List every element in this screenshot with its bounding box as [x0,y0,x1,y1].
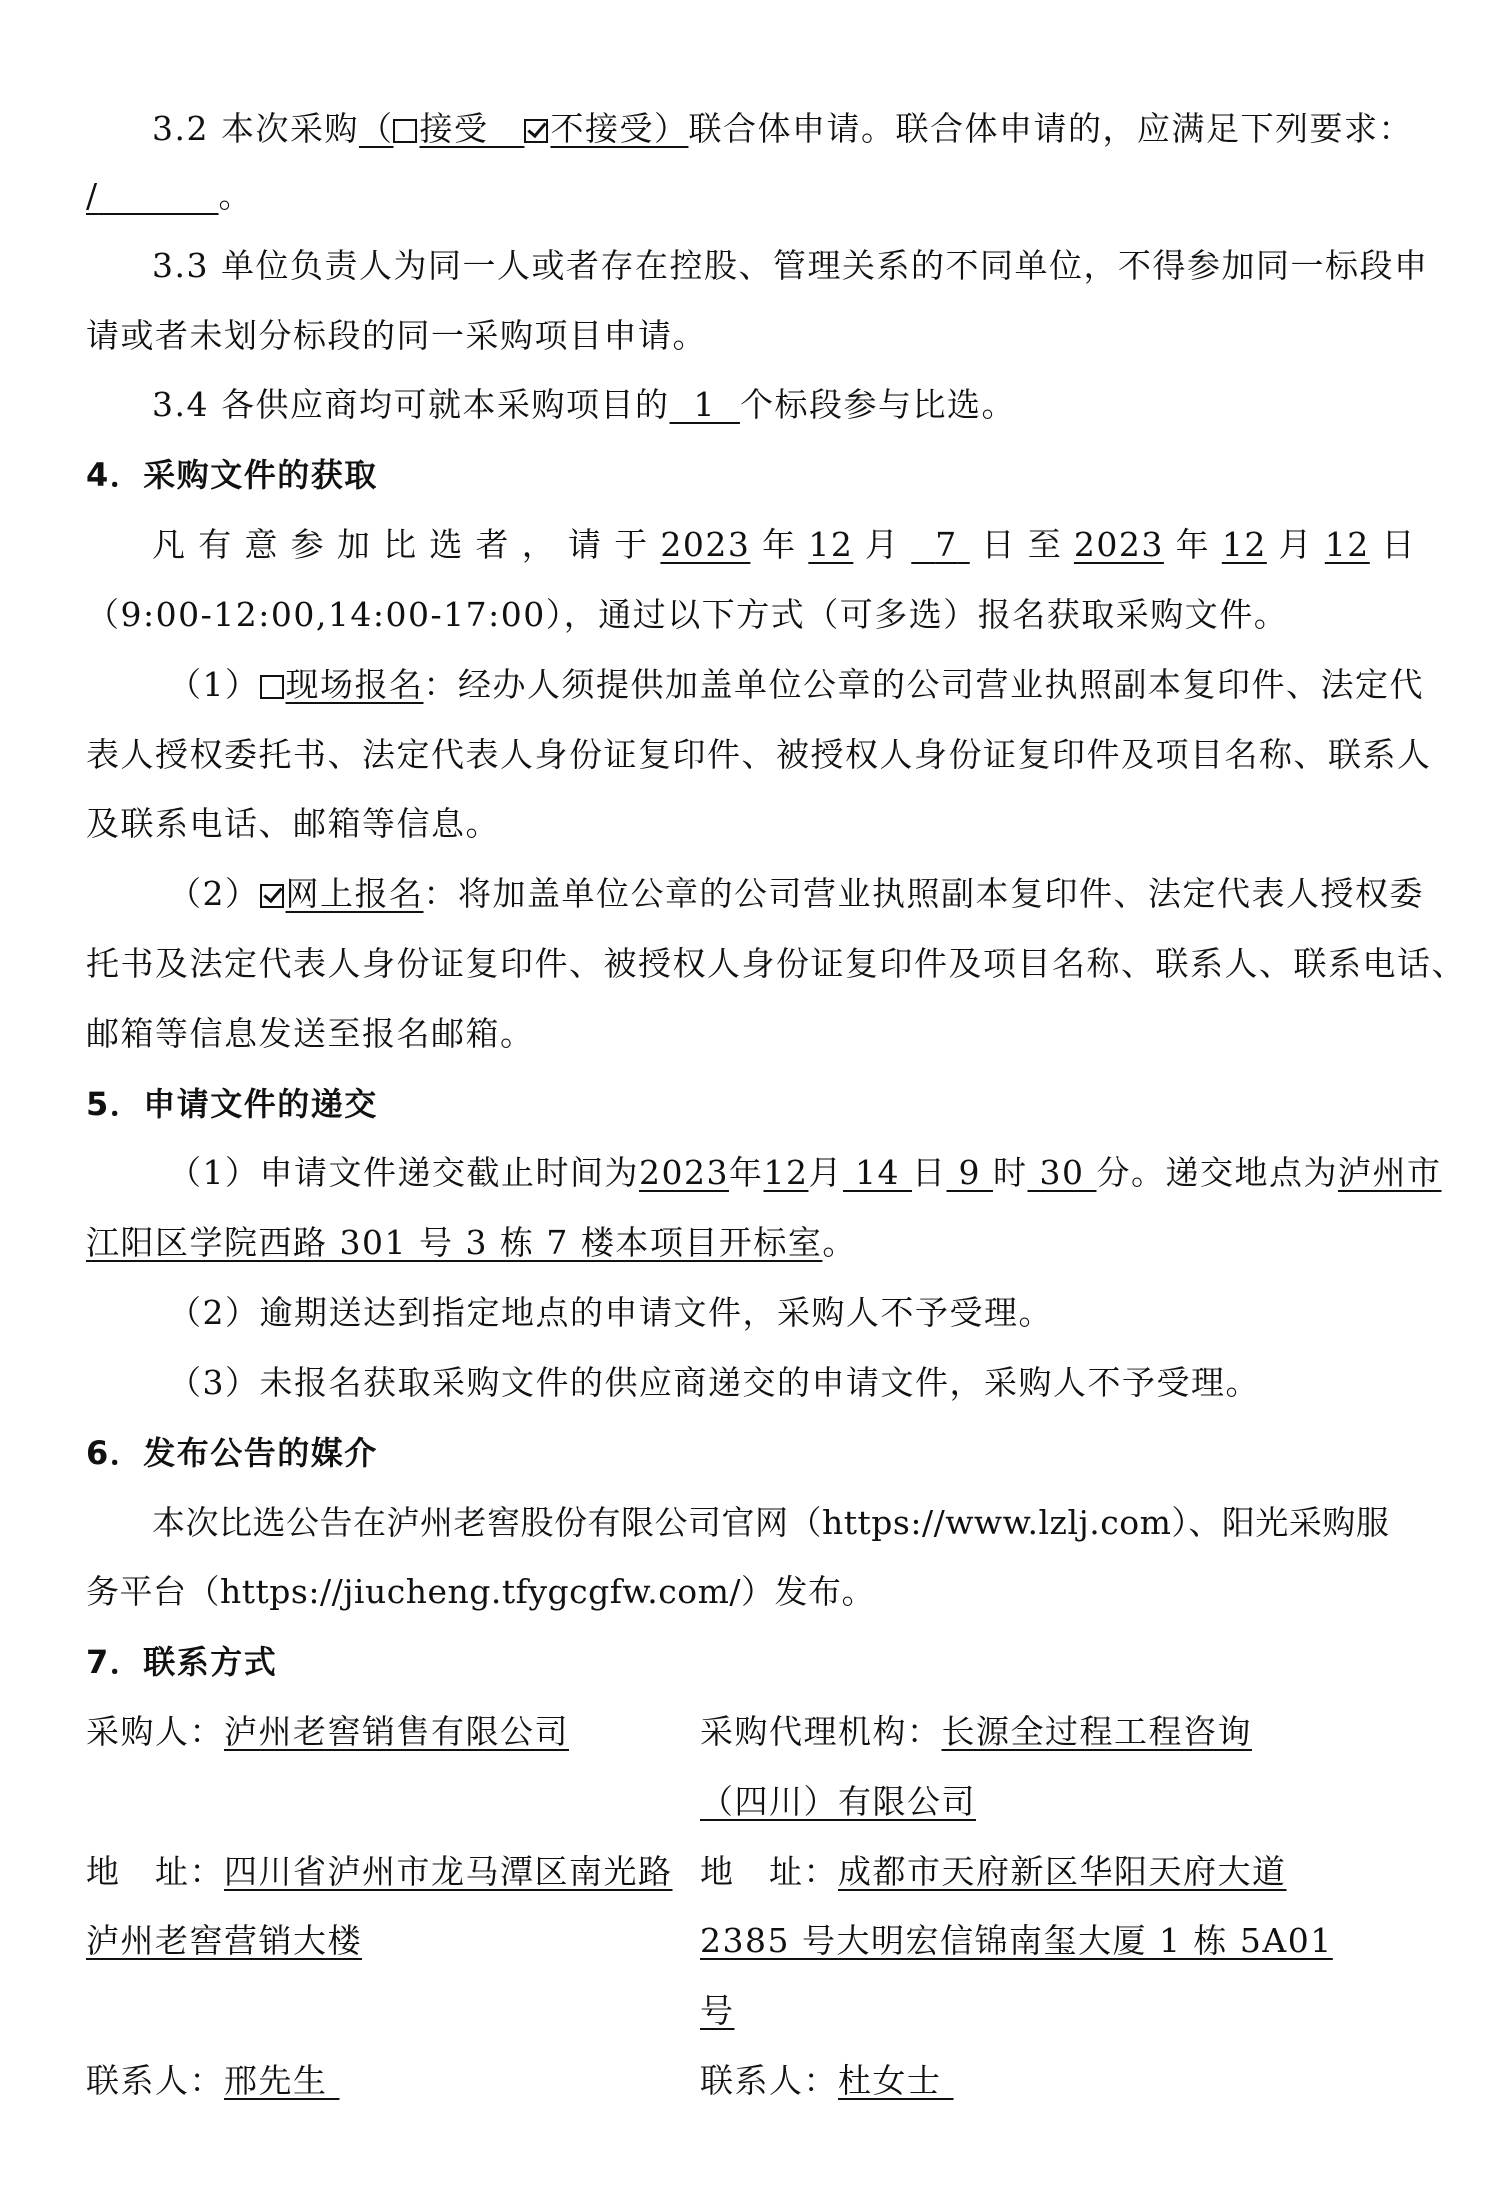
deadline-hour: 9 [958,1153,981,1192]
end-day: 12 [1324,525,1370,564]
checkbox-unchecked-icon [260,675,284,699]
clause-3-2 [152,106,1482,152]
agent-name-row2: （四川）有限公司 [700,1782,976,1821]
buyer-contact-row: 联系人：邢先生 [86,2058,686,2104]
checkbox-unchecked-icon [393,119,417,143]
option-accept: 接受 [419,109,489,148]
agent-address-row: 地 址：成都市天府新区华阳天府大道 [700,1852,1287,1891]
start-day: 7 [935,525,958,564]
option-reject: 不接受 [550,109,654,148]
buyer-address: 四川省泸州市龙马潭区南光路 [224,1852,673,1891]
buyer-name: 泸州老窖销售有限公司 [224,1712,569,1751]
agent-address-row3: 号 [700,1991,735,2030]
method-online-label: 网上报名 [260,874,424,913]
requirement-blank: / [86,176,99,215]
agent-name: 长源全过程工程咨询 [941,1712,1252,1751]
section-5-title: 5．申请文件的递交 [86,1085,378,1123]
checkbox-checked-icon [260,884,284,908]
method-online-line3: 邮箱等信息发送至报名邮箱。 [86,1014,535,1053]
section-count: 1 [693,385,716,424]
deadline-month: 12 [763,1153,809,1192]
clause-3-4: 3.4 各供应商均可就本采购项目的 1 个标段参与比选。 [152,385,1016,424]
acquisition-hours: （9:00-12:00,14:00-17:00），通过以下方式（可多选）报名获取采购文件。 [86,595,1289,634]
agent-contact-row: 联系人：杜女士 [700,2058,1420,2104]
section-7-title: 7．联系方式 [86,1643,278,1681]
clause-3-2-suffix: 联合体申请。联合体申请的，应满足下列要求： [688,109,1413,148]
acquisition-period: 凡 有 意 参 加 比 选 者 ， 请 于 2023 年 12 月 7 日 至 2023 年 12 月 12 日 [152,522,1416,568]
checkbox-checked-icon [524,119,548,143]
clause-3-3-line2: 请或者未划分标段的同一采购项目申请。 [86,316,707,355]
buyer-address-row2: 泸州老窖营销大楼 [86,1921,362,1960]
buyer-address-row: 地 址：四川省泸州市龙马潭区南光路 [86,1852,673,1891]
deadline-day: 14 [854,1153,900,1192]
method-onsite-line3: 及联系电话、邮箱等信息。 [86,804,500,843]
section-6-title: 6．发布公告的媒介 [86,1434,378,1472]
end-month: 12 [1221,525,1267,564]
clause-3-2-prefix: 3.2 本次采购 [152,109,359,148]
method-online: （2） 网上报名：将加盖单位公章的公司营业执照副本复印件、法定代表人授权委 [168,874,1424,913]
method-onsite-label: 现场报名 [260,665,424,704]
unregistered-note: （3）未报名获取采购文件的供应商递交的申请文件，采购人不予受理。 [168,1363,1260,1402]
method-online-line2: 托书及法定代表人身份证复印件、被授权人身份证复印件及项目名称、联系人、联系电话、 [86,944,1466,983]
method-onsite: （1） 现场报名：经办人须提供加盖单位公章的公司营业执照副本复印件、法定代 [168,665,1424,704]
consortium-options: （ 接受 不接受） [358,109,689,148]
media-line1: 本次比选公告在泸州老窖股份有限公司官网（https://www.lzlj.com）、阳光采购服 [152,1503,1390,1542]
clause-3-3-line1: 3.3 单位负责人为同一人或者存在控股、管理关系的不同单位，不得参加同一标段申 [152,246,1429,285]
submission-deadline: （1）申请文件递交截止时间为2023年12月 14 日 9 时 30 分。递交地点为泸州市 [168,1153,1442,1192]
buyer-name-row: 采购人：泸州老窖销售有限公司 [86,1712,569,1751]
deadline-minute: 30 [1039,1153,1085,1192]
agent-name-row: 采购代理机构：长源全过程工程咨询 [700,1712,1252,1751]
agent-address-row2: 2385 号大明宏信锦南玺大厦 1 栋 5A01 [700,1921,1333,1960]
start-year: 2023 [660,525,751,564]
start-month: 12 [808,525,854,564]
agent-contact: 杜女士 [838,2061,942,2100]
late-submission-note: （2）逾期送达到指定地点的申请文件，采购人不予受理。 [168,1293,1053,1332]
deadline-year: 2023 [639,1153,729,1192]
section-4-title: 4．采购文件的获取 [86,456,378,494]
end-year: 2023 [1073,525,1164,564]
buyer-contact: 邢先生 [224,2061,328,2100]
submission-location: 泸州市 [1337,1153,1442,1192]
clause-3-2-requirement: / 。 [86,176,254,215]
media-line2: 务平台（https://jiucheng.tfygcgfw.com/）发布。 [86,1572,876,1611]
agent-address: 成都市天府新区华阳天府大道 [838,1852,1287,1891]
method-onsite-line2: 表人授权委托书、法定代表人身份证复印件、被授权人身份证复印件及项目名称、联系人 [86,735,1432,774]
submission-location-line2: 江阳区学院西路 301 号 3 栋 7 楼本项目开标室。 [86,1223,857,1262]
